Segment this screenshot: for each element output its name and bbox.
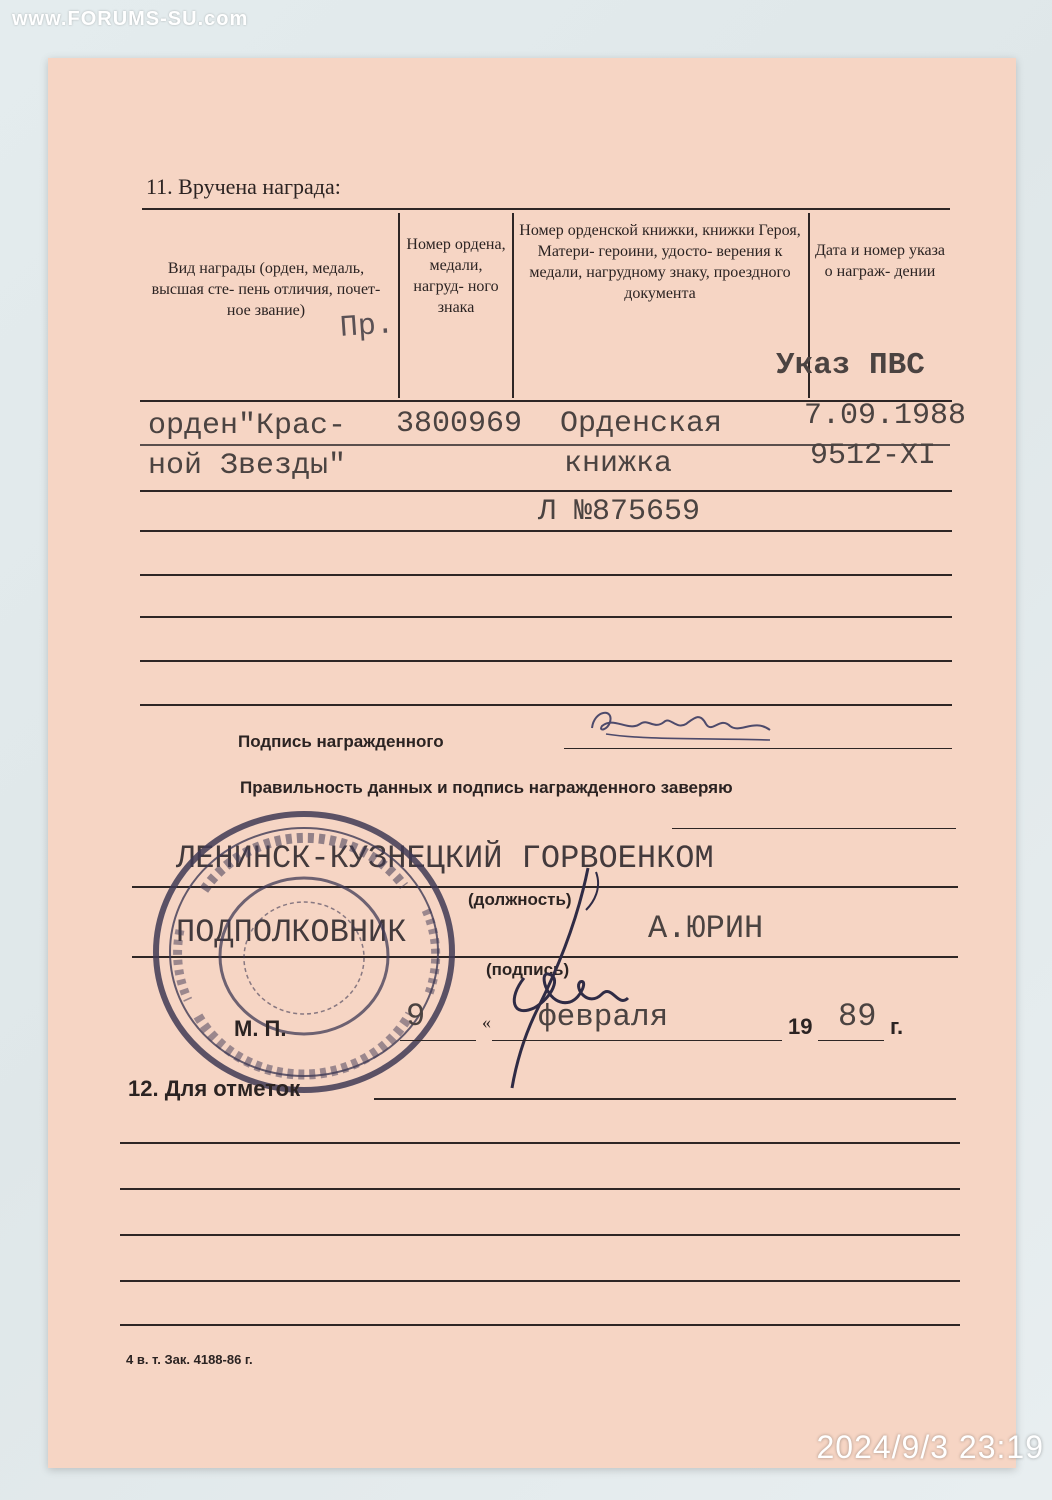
mp-label: М. П.	[234, 1016, 287, 1041]
award-number: 3800969	[396, 407, 523, 441]
month-line	[492, 1040, 782, 1041]
table-col-divider-1	[398, 213, 400, 398]
stamp-mark: Пр.	[338, 308, 396, 346]
section-12-title: 12. Для отметок	[128, 1076, 301, 1101]
document-line-3: Л №875659	[538, 495, 701, 529]
table-top-border	[142, 208, 950, 210]
awardee-signature-label: Подпись награжденного	[238, 732, 444, 751]
office-stamp: ЛЕНИНСК-КУЗНЕЦКИЙ ГОРВОЕНКОМ	[176, 840, 714, 877]
section-11-title: 11. Вручена награда:	[146, 174, 341, 199]
footer-print-info: 4 в. т. Зак. 4188-86 г.	[126, 1352, 253, 1367]
rank-stamp: ПОДПОЛКОВНИК	[176, 914, 407, 951]
notes-line-3	[120, 1188, 960, 1190]
row-line-7	[140, 704, 952, 706]
notes-line-5	[120, 1280, 960, 1282]
decree-date: 7.09.1988	[804, 399, 967, 433]
certification-label: Правильность данных и подпись награжденного заверяю	[240, 778, 733, 797]
date-century: 19	[788, 1014, 813, 1039]
year-line	[818, 1040, 884, 1041]
awardee-signature-icon	[584, 704, 780, 750]
notes-line-1	[374, 1098, 956, 1100]
document-line-1: Орденская	[560, 407, 723, 441]
header-decree: Дата и номер указа о награж- дении	[815, 242, 945, 280]
row-line-3	[140, 530, 952, 532]
row-line-2	[140, 490, 952, 492]
notes-line-4	[120, 1234, 960, 1236]
position-caption: (должность)	[468, 890, 572, 909]
photo-timestamp: 2024/9/3 23:19	[816, 1429, 1044, 1465]
officer-name: А.ЮРИН	[648, 910, 764, 947]
date-day: 9	[406, 998, 426, 1035]
signature-caption: (подпись)	[486, 960, 570, 979]
day-line	[400, 1040, 476, 1041]
decree-head: Указ ПВС	[776, 348, 925, 383]
header-document-number: Номер орденской книжки, книжки Героя, Матери- героини, удосто- верения к медали, нагрудному знаку, проездного документа	[519, 222, 801, 302]
officer-signature-icon	[478, 858, 648, 1098]
award-name-line-2: ной Звезды"	[148, 449, 347, 483]
watermark: www.FORUMS-SU.com	[12, 8, 249, 30]
decree-number: 9512-XI	[810, 439, 937, 473]
award-name-line-1: орден"Крас-	[148, 409, 347, 443]
document-line-2: книжка	[564, 447, 673, 481]
row-line-6	[140, 660, 952, 662]
year-suffix: г.	[890, 1014, 904, 1039]
notes-line-2	[120, 1142, 960, 1144]
header-award-type: Вид награды (орден, медаль, высшая сте- пень отличия, почет- ное звание)	[151, 260, 381, 319]
notes-line-6	[120, 1324, 960, 1326]
date-year: 89	[838, 998, 877, 1035]
row-line-5	[140, 616, 952, 618]
row-line-4	[140, 574, 952, 576]
open-quote: «	[482, 1012, 491, 1032]
date-month: февраля	[538, 1000, 669, 1035]
certification-line	[672, 828, 956, 829]
header-award-number: Номер ордена, медали, нагруд- ного знака	[406, 236, 506, 316]
round-seal-icon	[144, 800, 464, 1100]
award-document-page	[48, 58, 1016, 1468]
table-col-divider-2	[512, 213, 514, 398]
